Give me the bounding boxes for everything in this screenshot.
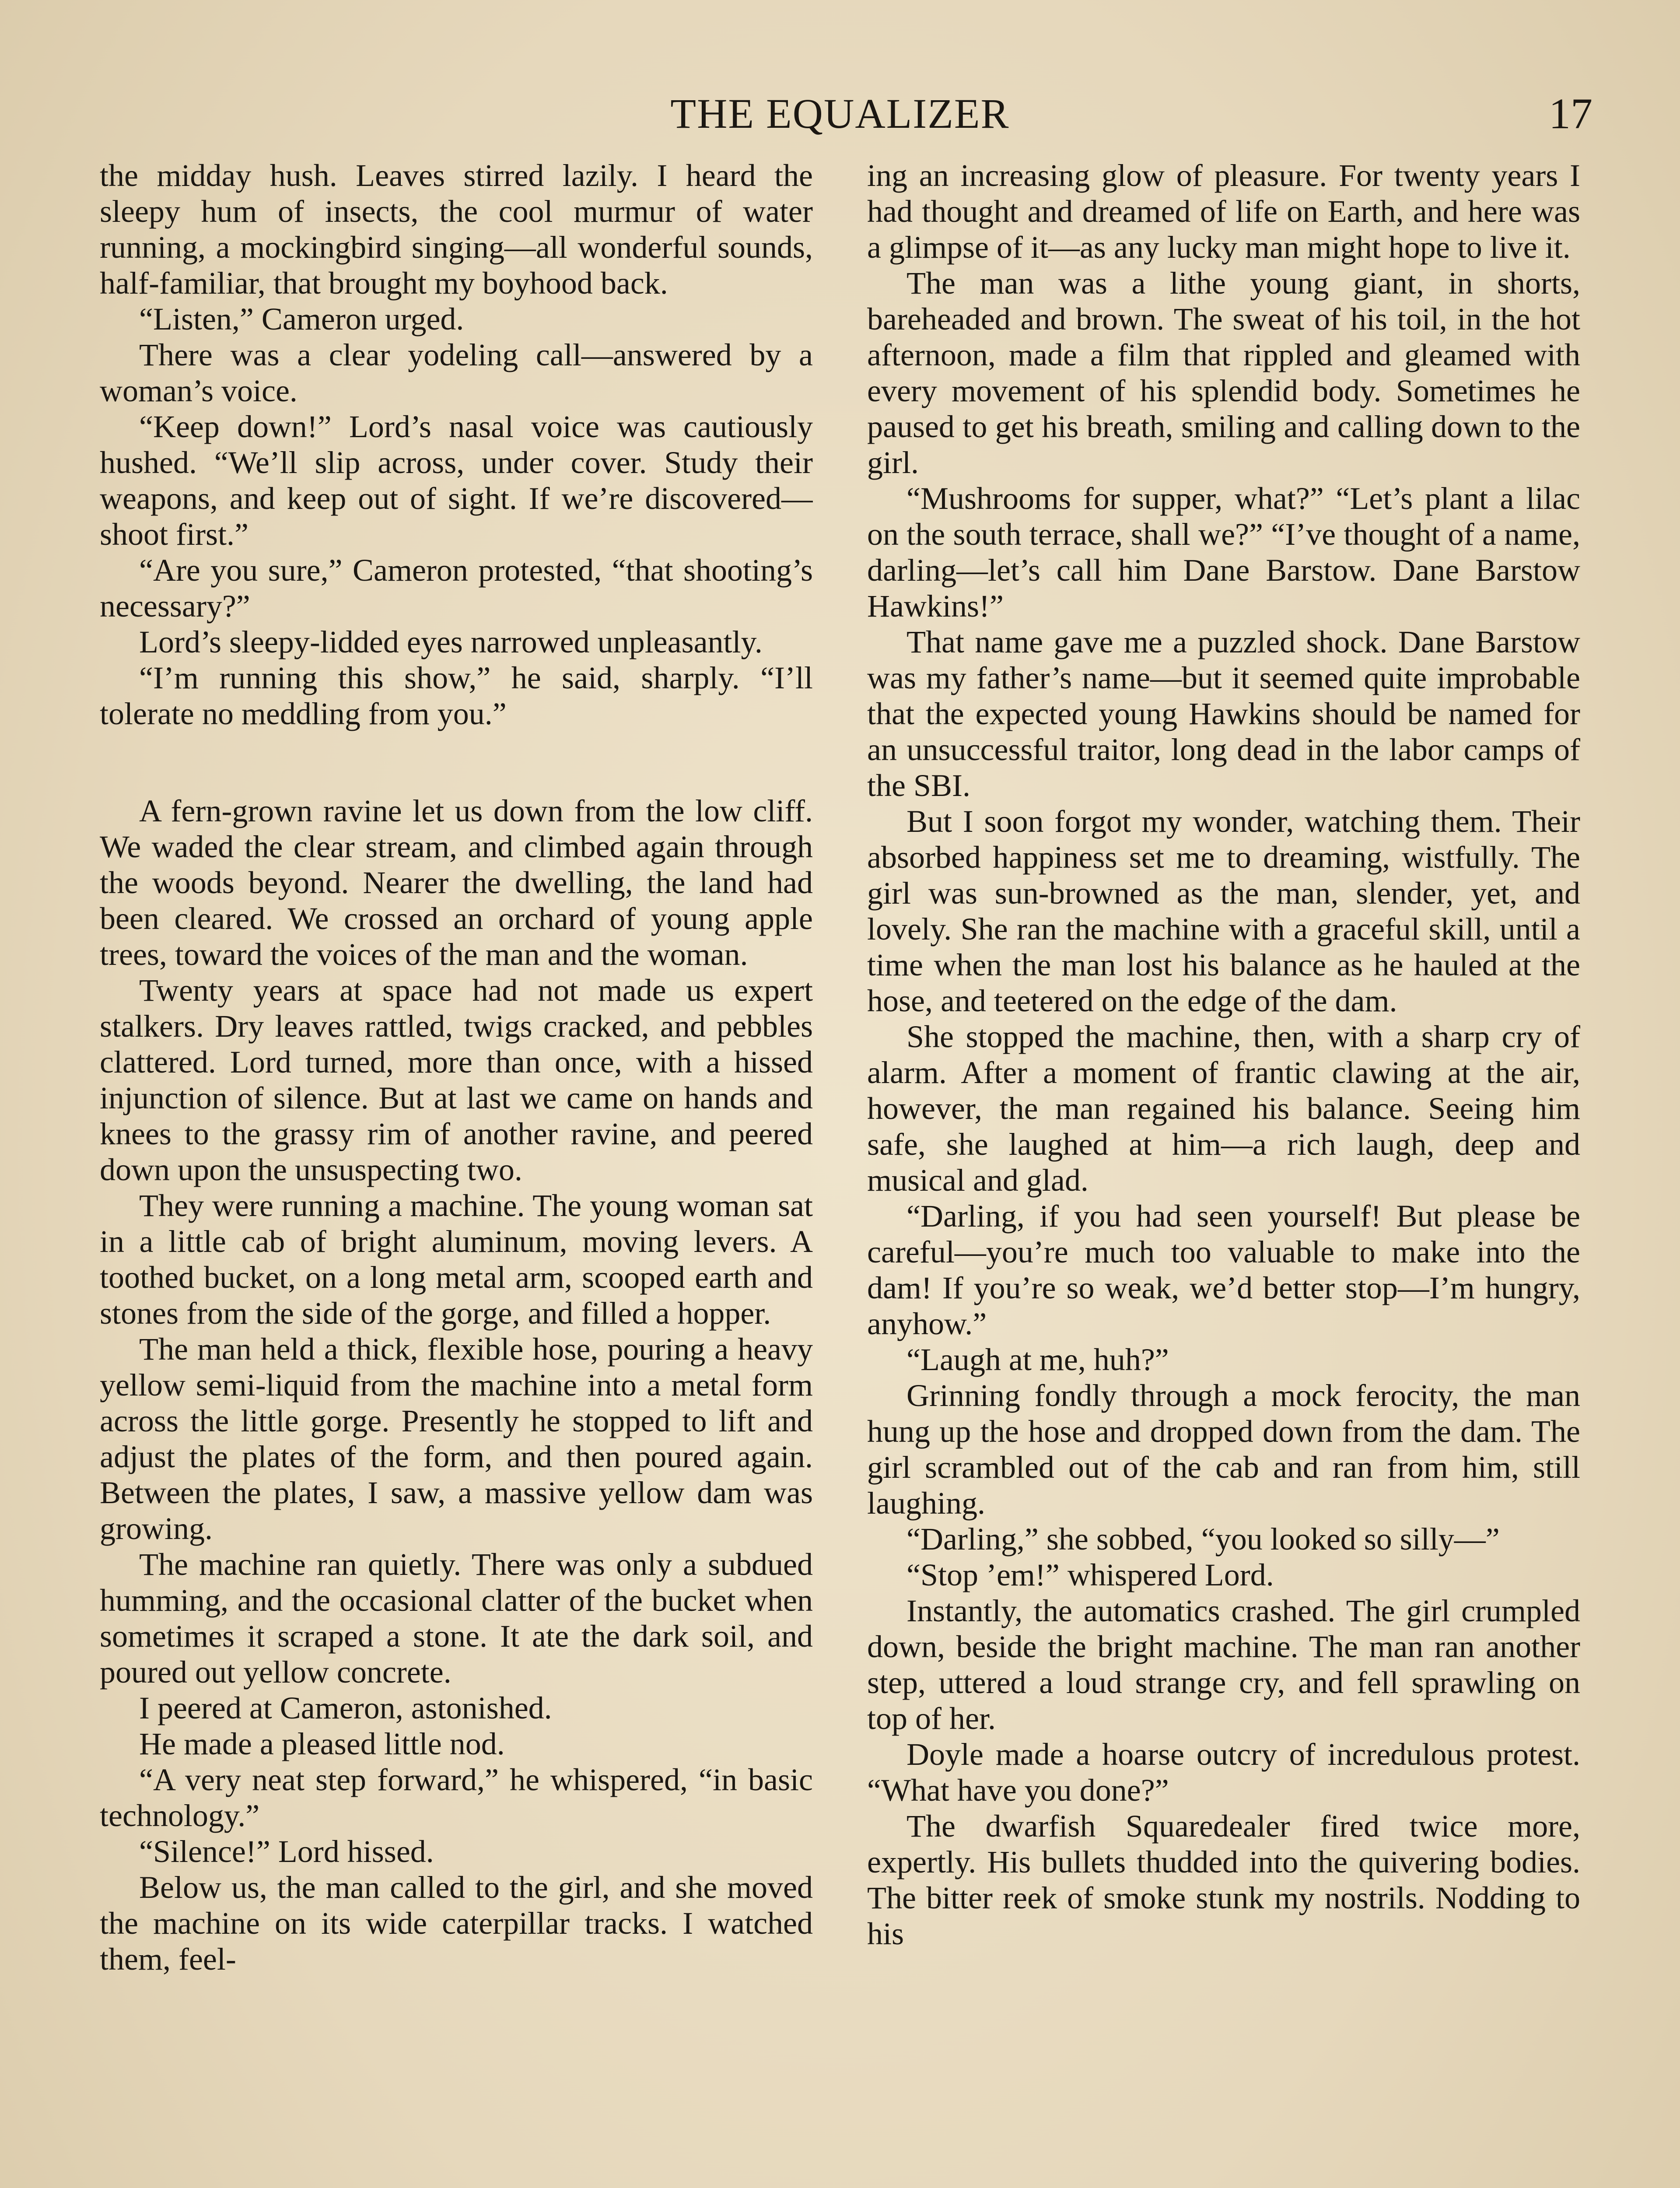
page-header [88, 83, 1592, 144]
paragraph: The machine ran quietly. There was only a subdued humming, and the occasional clatter of the bucket when sometimes it scraped a stone. It ate the dark soil, and poured out yellow concrete. [100, 1547, 813, 1690]
paragraph: ing an increasing glow of pleasure. For twenty years I had thought and dreamed of life on Earth, and here was a glimpse of it—as any lucky man might hope to live it. [867, 158, 1580, 265]
paragraph: “Darling, if you had seen yourself! But please be careful—you’re much too valuable to make into the dam! If you’re so weak, we’d better stop—I’m hungry, anyhow.” [867, 1199, 1580, 1341]
paragraph: There was a clear yodeling call—answered by a woman’s voice. [100, 337, 813, 408]
paragraph: They were running a machine. The young woman sat in a little cab of bright aluminum, moving levers. A toothed bucket, on a long metal arm, scooped earth and stones from the side of the gorge, and filled a hopper. [100, 1188, 813, 1331]
paragraph: The man was a lithe young giant, in shorts, bareheaded and brown. The sweat of his toil, in the hot afternoon, made a film that rippled and gleamed with every movement of his splendid body. Sometimes he paused to get his breath, smiling and calling down to the girl. [867, 266, 1580, 480]
paragraph: She stopped the machine, then, with a sharp cry of alarm. After a moment of frantic clawing at the air, however, the man regained his balance. Seeing him safe, she laughed at him—a rich laugh, deep and musical and glad. [867, 1019, 1580, 1198]
paragraph: “A very neat step forward,” he whispered, “in basic technology.” [100, 1762, 813, 1833]
paragraph: “Darling,” she sobbed, “you looked so silly—” [906, 1522, 1500, 1557]
paragraph: “Keep down!” Lord’s nasal voice was cautiously hushed. “We’ll slip across, under cover. Study their weapons, and keep out of sight. If we’re discovered—shoot first.” [100, 409, 813, 552]
paragraph: “Laugh at me, huh?” [906, 1342, 1169, 1377]
page-number: 17 [1549, 89, 1592, 138]
paragraph: A fern-grown ravine let us down from the low cliff. We waded the clear stream, and climbed again through the woods beyond. Nearer the dwelling, the land had been cleared. We crossed an orchard of young apple trees, toward the voices of the man and the woman. [100, 793, 813, 972]
paragraph: “Listen,” Cameron urged. [139, 302, 464, 337]
paragraph: “Mushrooms for supper, what?” “Let’s plant a lilac on the south terrace, shall we?” “I’ve thought of a name, darling—let’s call him Dane Barstow. Dane Barstow Hawkins!” [867, 481, 1580, 624]
right-column [867, 158, 1580, 2188]
paragraph: The dwarfish Squaredealer fired twice more, expertly. His bullets thudded into the quivering bodies. The bitter reek of smoke stunk my nostrils. Nodding to his [867, 1809, 1580, 1951]
paragraph: the midday hush. Leaves stirred lazily. I heard the sleepy hum of insects, the cool murmur of water running, a mockingbird singing—all wonderful sounds, half-familiar, that brought my boyhood back. [100, 158, 813, 301]
paragraph: “Silence!” Lord hissed. [139, 1834, 434, 1869]
text-columns [100, 158, 1580, 2188]
paragraph: Doyle made a hoarse outcry of incredulous protest. “What have you done?” [867, 1737, 1580, 1808]
paragraph: Grinning fondly through a mock ferocity, the man hung up the hose and dropped down from the dam. The girl scrambled out of the cab and ran from him, still laughing. [867, 1378, 1580, 1521]
paragraph: Lord’s sleepy-lidded eyes narrowed unpleasantly. [139, 624, 763, 659]
paragraph: I peered at Cameron, astonished. [139, 1690, 552, 1725]
paragraph: “I’m running this show,” he said, sharply. “I’ll tolerate no meddling from you.” [100, 660, 813, 731]
paragraph: But I soon forgot my wonder, watching them. Their absorbed happiness set me to dreaming, wistfully. The girl was sun-browned as the man, slender, yet, and lovely. She ran the machine with a graceful skill, until a time when the man lost his balance as he hauled at the hose, and teetered on the edge of the dam. [867, 804, 1580, 1018]
paragraph: “Stop ’em!” whispered Lord. [906, 1557, 1274, 1592]
paragraph: “Are you sure,” Cameron protested, “that shooting’s necessary?” [100, 553, 813, 624]
left-column [100, 158, 813, 2188]
paragraph: That name gave me a puzzled shock. Dane Barstow was my father’s name—but it seemed quite improbable that the expected young Hawkins should be named for an unsuccessful traitor, long dead in the labor camps of the SBI. [867, 624, 1580, 803]
paragraph: Twenty years at space had not made us expert stalkers. Dry leaves rattled, twigs cracked, and pebbles clattered. Lord turned, more than once, with a hissed injunction of silence. But at last we came on hands and knees to the grassy rim of another ravine, and peered down upon the unsuspecting two. [100, 973, 813, 1187]
paragraph: Instantly, the automatics crashed. The girl crumpled down, beside the bright machine. The man ran another step, uttered a loud strange cry, and fell sprawling on top of her. [867, 1593, 1580, 1736]
paragraph: He made a pleased little nod. [139, 1726, 505, 1761]
paragraph: Below us, the man called to the girl, and she moved the machine on its wide caterpillar tracks. I watched them, feel- [100, 1870, 813, 1977]
running-title: THE EQUALIZER [670, 90, 1010, 137]
paragraph: The man held a thick, flexible hose, pouring a heavy yellow semi-liquid from the machine into a metal form across the little gorge. Presently he stopped to lift and adjust the plates of the form, and then poured again. Between the plates, I saw, a massive yellow dam was growing. [100, 1332, 813, 1546]
